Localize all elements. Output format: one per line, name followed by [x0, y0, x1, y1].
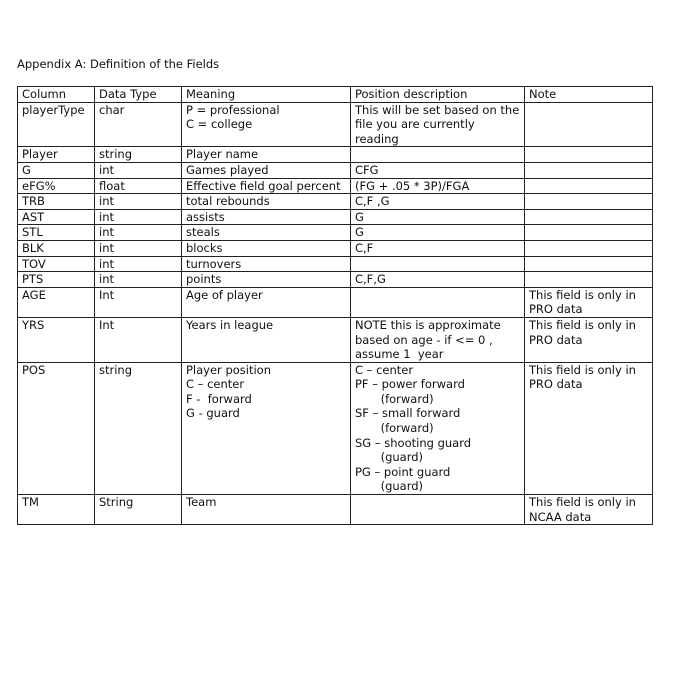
cell-column: playerType	[18, 102, 95, 147]
cell-position-description	[351, 147, 525, 163]
header-column: Column	[18, 87, 95, 103]
cell-column: AGE	[18, 287, 95, 317]
cell-meaning: Player position C – center F - forward G - guard	[182, 362, 351, 494]
cell-meaning: Team	[182, 495, 351, 525]
cell-note	[525, 178, 653, 194]
cell-meaning: Games played	[182, 162, 351, 178]
cell-column: STL	[18, 225, 95, 241]
cell-position-description: This will be set based on the file you are currently reading	[351, 102, 525, 147]
cell-column: G	[18, 162, 95, 178]
cell-note	[525, 272, 653, 288]
cell-meaning: P = professional C = college	[182, 102, 351, 147]
cell-data-type: int	[95, 240, 182, 256]
table-row	[18, 272, 653, 288]
cell-data-type: string	[95, 147, 182, 163]
cell-note: This field is only in PRO data	[525, 287, 653, 317]
cell-meaning: assists	[182, 209, 351, 225]
cell-column: TM	[18, 495, 95, 525]
cell-position-description: C – center PF – power forward (forward) SF – small forward (forward) SG – shooting guard (guard) PG – point guard (guard)	[351, 362, 525, 494]
cell-note	[525, 102, 653, 147]
cell-data-type: Int	[95, 317, 182, 362]
cell-meaning: points	[182, 272, 351, 288]
cell-position-description: G	[351, 225, 525, 241]
table-row	[18, 162, 653, 178]
cell-meaning: blocks	[182, 240, 351, 256]
cell-data-type: Int	[95, 287, 182, 317]
table-row	[18, 194, 653, 210]
table-row	[18, 209, 653, 225]
cell-data-type: int	[95, 162, 182, 178]
table-row	[18, 225, 653, 241]
cell-position-description: NOTE this is approximate based on age - if <= 0 , assume 1 year	[351, 317, 525, 362]
header-position-description: Position description	[351, 87, 525, 103]
table-header-row	[18, 87, 653, 103]
cell-column: Player	[18, 147, 95, 163]
cell-position-description: C,F,G	[351, 272, 525, 288]
table-row	[18, 147, 653, 163]
cell-column: BLK	[18, 240, 95, 256]
cell-note: This field is only in PRO data	[525, 317, 653, 362]
cell-data-type: String	[95, 495, 182, 525]
cell-position-description: G	[351, 209, 525, 225]
cell-data-type: int	[95, 225, 182, 241]
table-row	[18, 102, 653, 147]
cell-column: AST	[18, 209, 95, 225]
cell-note	[525, 162, 653, 178]
cell-position-description	[351, 256, 525, 272]
cell-meaning: total rebounds	[182, 194, 351, 210]
cell-meaning: Age of player	[182, 287, 351, 317]
cell-data-type: int	[95, 272, 182, 288]
cell-position-description: CFG	[351, 162, 525, 178]
cell-data-type: int	[95, 209, 182, 225]
cell-data-type: float	[95, 178, 182, 194]
cell-meaning: Effective field goal percent	[182, 178, 351, 194]
cell-position-description: C,F ,G	[351, 194, 525, 210]
cell-meaning: turnovers	[182, 256, 351, 272]
cell-note	[525, 209, 653, 225]
cell-data-type: char	[95, 102, 182, 147]
table-row	[18, 287, 653, 317]
cell-meaning: Years in league	[182, 317, 351, 362]
cell-note: This field is only in PRO data	[525, 362, 653, 494]
cell-column: TOV	[18, 256, 95, 272]
table-row	[18, 362, 653, 494]
cell-position-description: (FG + .05 * 3P)/FGA	[351, 178, 525, 194]
table-row	[18, 495, 653, 525]
table-row	[18, 256, 653, 272]
cell-position-description	[351, 287, 525, 317]
cell-note	[525, 225, 653, 241]
cell-position-description	[351, 495, 525, 525]
cell-data-type: string	[95, 362, 182, 494]
cell-column: PTS	[18, 272, 95, 288]
cell-meaning: Player name	[182, 147, 351, 163]
cell-data-type: int	[95, 256, 182, 272]
cell-column: POS	[18, 362, 95, 494]
cell-column: YRS	[18, 317, 95, 362]
header-note: Note	[525, 87, 653, 103]
table-row	[18, 178, 653, 194]
table-row	[18, 317, 653, 362]
cell-note	[525, 240, 653, 256]
page-title: Appendix A: Definition of the Fields	[17, 57, 220, 71]
cell-meaning: steals	[182, 225, 351, 241]
header-meaning: Meaning	[182, 87, 351, 103]
cell-column: eFG%	[18, 178, 95, 194]
header-data-type: Data Type	[95, 87, 182, 103]
table-row	[18, 240, 653, 256]
cell-note	[525, 256, 653, 272]
cell-note: This field is only in NCAA data	[525, 495, 653, 525]
cell-column: TRB	[18, 194, 95, 210]
cell-data-type: int	[95, 194, 182, 210]
field-definitions-table	[17, 86, 653, 525]
cell-note	[525, 194, 653, 210]
cell-note	[525, 147, 653, 163]
cell-position-description: C,F	[351, 240, 525, 256]
